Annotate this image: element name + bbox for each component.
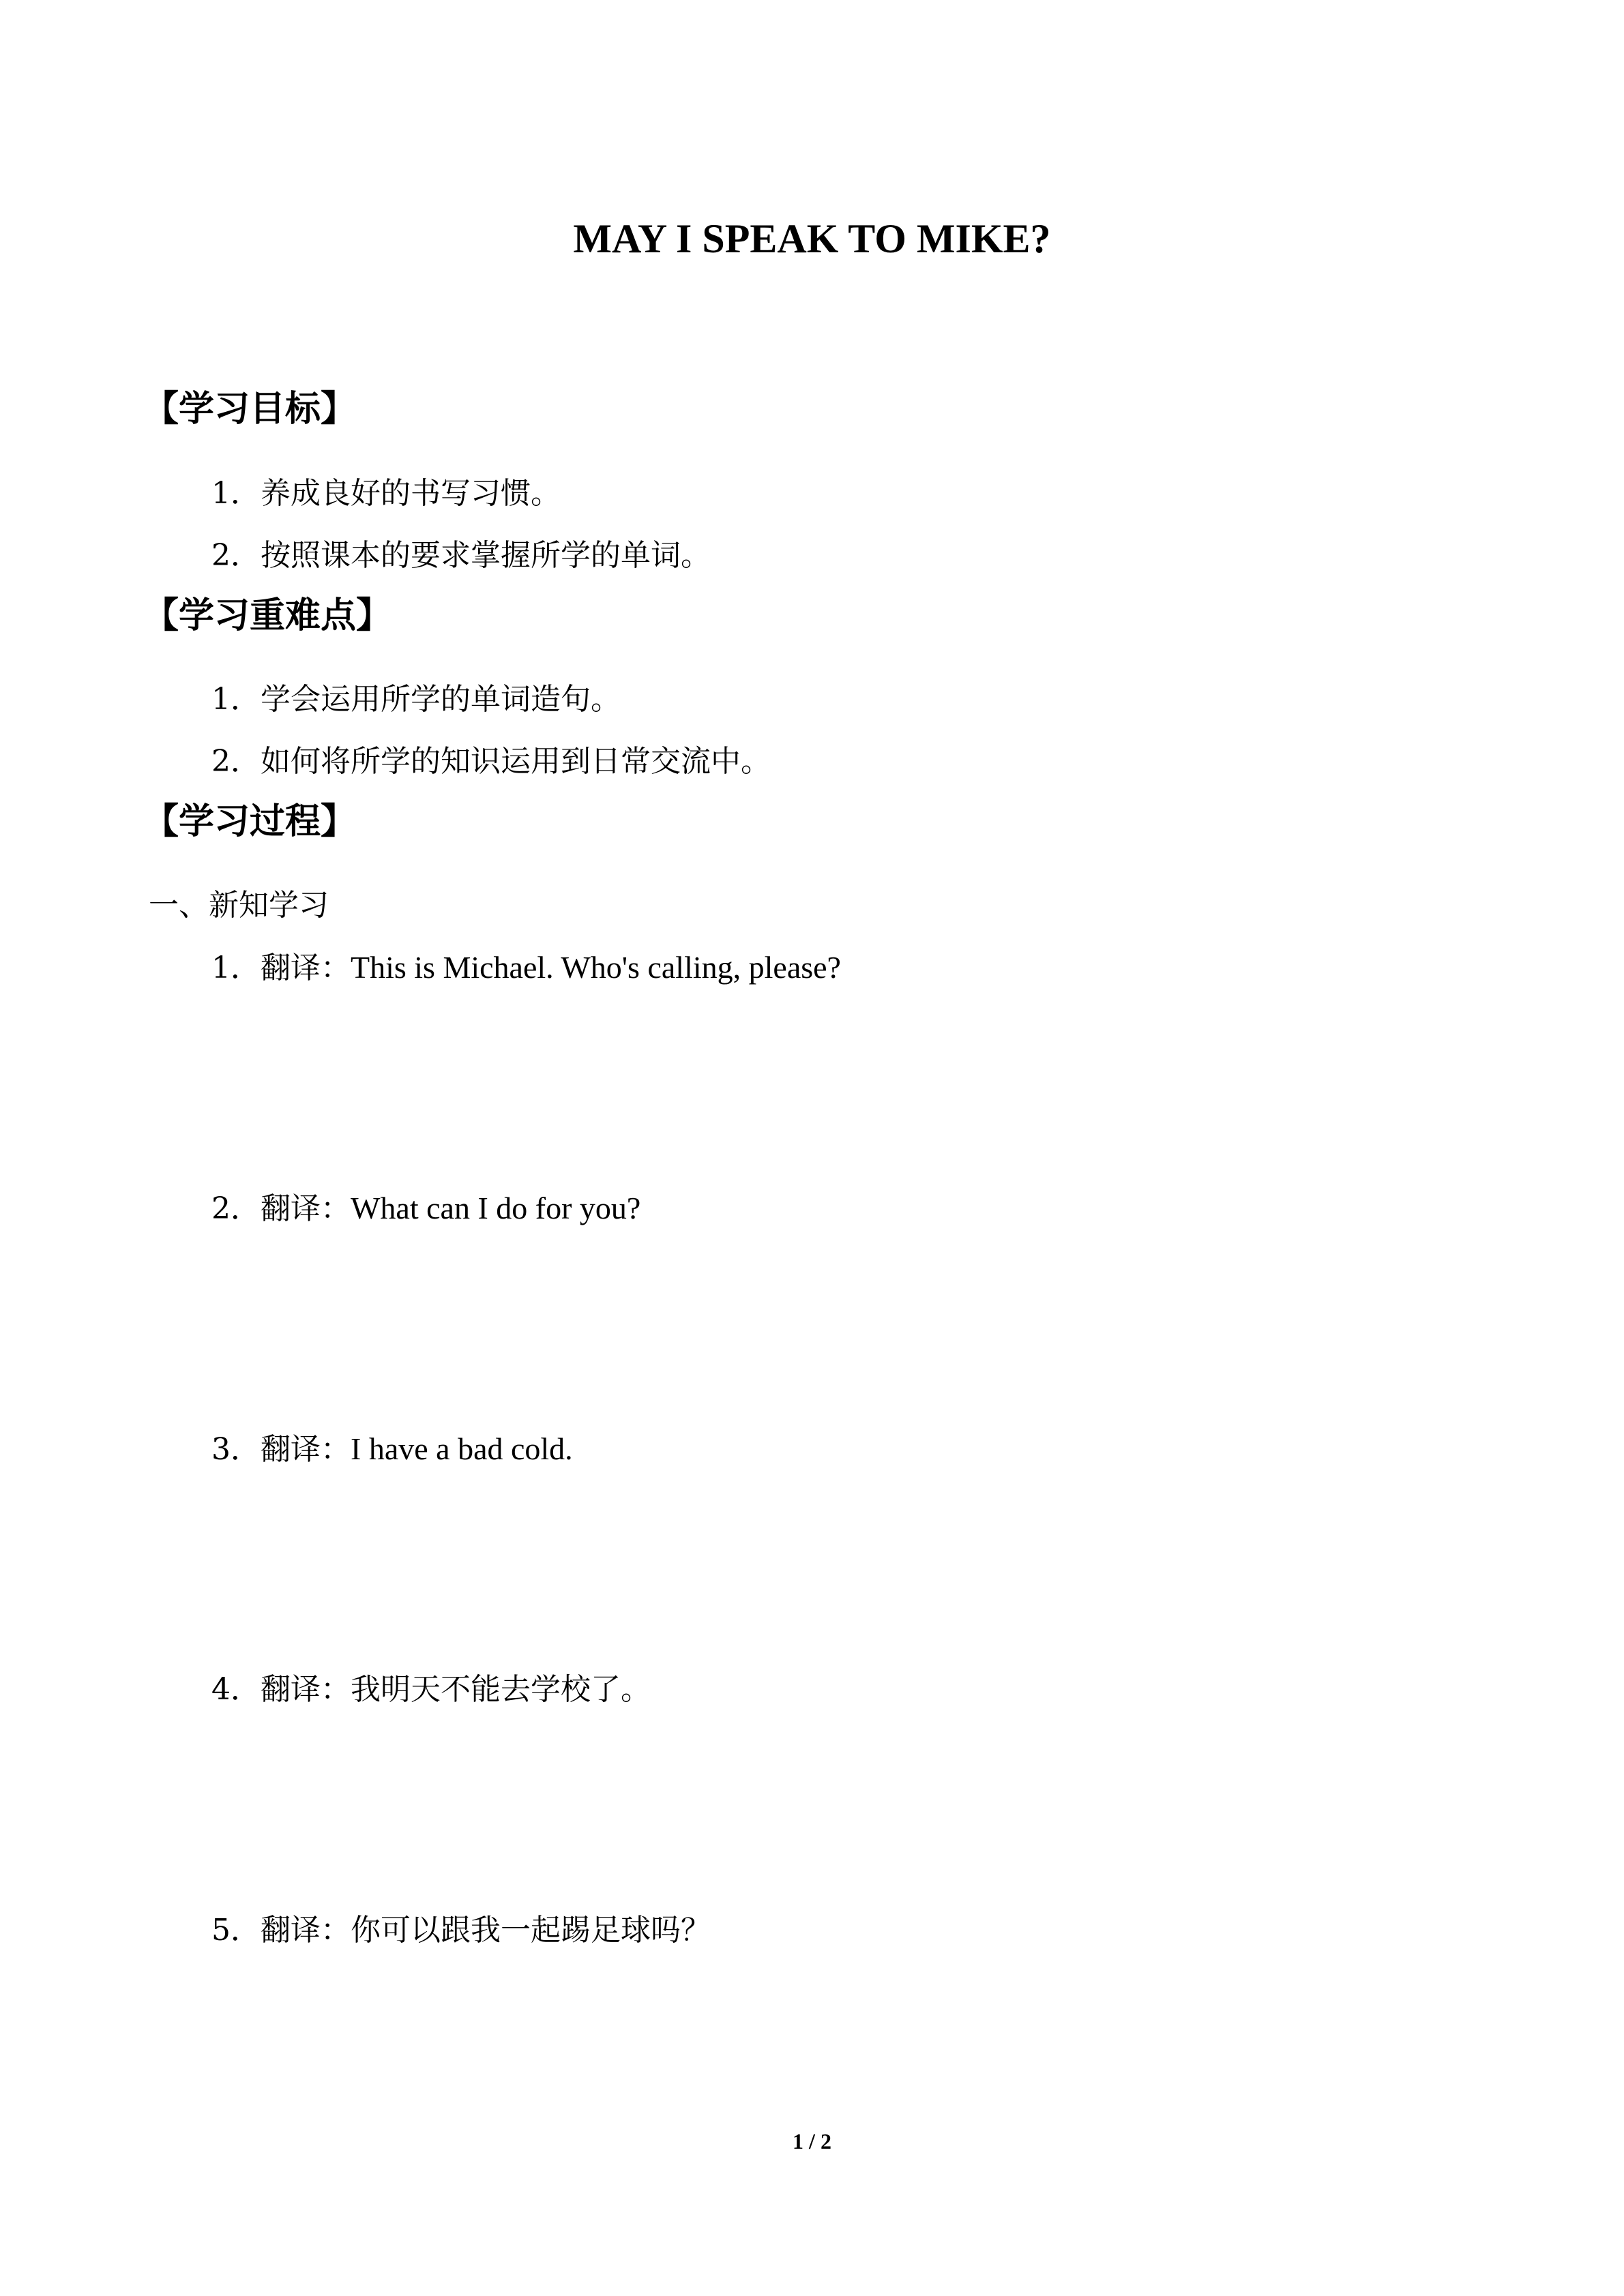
goal-item-1 bbox=[211, 473, 561, 514]
exercise-4 bbox=[211, 1669, 651, 1710]
key-point-text: 如何将所学的知识运用到日常交流中。 bbox=[261, 744, 771, 779]
key-point-number: 2． bbox=[211, 744, 261, 779]
exercise-content: 我明天不能去学校了。 bbox=[351, 1672, 651, 1707]
answer-space-1[interactable] bbox=[211, 996, 1439, 1180]
exercise-number: 3． bbox=[211, 1432, 261, 1467]
exercise-content: What can I do for you? bbox=[351, 1191, 641, 1225]
section-label: 一、新知学习 bbox=[149, 888, 329, 923]
process-heading: 【学习过程】 bbox=[143, 801, 357, 842]
exercise-prefix: 翻译： bbox=[261, 1672, 351, 1707]
answer-space-3[interactable] bbox=[211, 1477, 1439, 1661]
page-title: MAY I SPEAK TO MIKE? bbox=[573, 216, 1051, 261]
answer-space-4[interactable] bbox=[211, 1718, 1439, 1902]
exercise-prefix: 翻译： bbox=[261, 1191, 351, 1226]
exercise-number: 5． bbox=[211, 1913, 261, 1948]
exercise-content: 你可以跟我一起踢足球吗？ bbox=[351, 1913, 711, 1948]
goal-item-2 bbox=[211, 535, 711, 576]
key-point-number: 1． bbox=[211, 682, 261, 717]
exercise-content: I have a bad cold. bbox=[351, 1431, 573, 1466]
goal-item-number: 1． bbox=[211, 476, 261, 511]
goal-item-number: 2． bbox=[211, 538, 261, 573]
exercise-prefix: 翻译： bbox=[261, 951, 351, 985]
exercise-content: This is Michael. Who's calling, please? bbox=[351, 950, 841, 985]
exercise-3 bbox=[211, 1429, 573, 1470]
exercise-number: 2． bbox=[211, 1191, 261, 1226]
exercise-1 bbox=[211, 947, 841, 989]
exercise-5 bbox=[211, 1910, 711, 1951]
exercise-prefix: 翻译： bbox=[261, 1913, 351, 1948]
key-point-item-2 bbox=[211, 741, 771, 782]
goal-item-text: 养成良好的书写习惯。 bbox=[261, 476, 561, 511]
page-number: 1 / 2 bbox=[793, 2129, 831, 2153]
exercise-2 bbox=[211, 1188, 640, 1229]
exercise-prefix: 翻译： bbox=[261, 1432, 351, 1467]
key-point-item-1 bbox=[211, 679, 621, 720]
key-points-heading: 【学习重难点】 bbox=[143, 595, 392, 636]
exercise-number: 4． bbox=[211, 1672, 261, 1707]
answer-space-2[interactable] bbox=[211, 1236, 1439, 1420]
answer-space-5[interactable] bbox=[211, 1958, 1439, 2108]
goal-item-text: 按照课本的要求掌握所学的单词。 bbox=[261, 538, 711, 573]
goals-heading: 【学习目标】 bbox=[143, 389, 357, 430]
exercise-number: 1． bbox=[211, 951, 261, 985]
key-point-text: 学会运用所学的单词造句。 bbox=[261, 682, 621, 717]
